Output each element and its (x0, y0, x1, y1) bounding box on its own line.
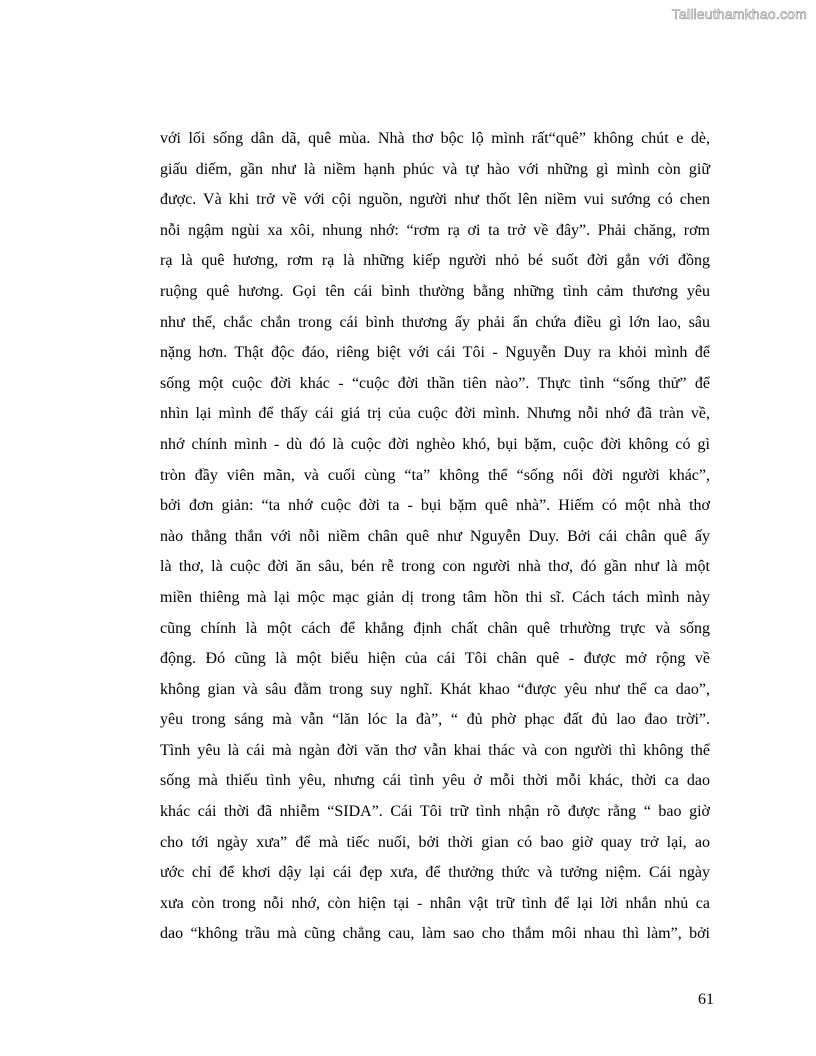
text-line: ruộng quê hương. Gọi tên cái bình thường bằng những tình cảm thương yêu (160, 282, 710, 300)
text-line: giấu diếm, gần như là niềm hạnh phúc và tự hào với những gì mình còn giữ (160, 160, 710, 178)
text-line: nào thẳng thắn với nỗi niềm chân quê như Nguyễn Duy. Bởi cái chân quê ấy (160, 527, 710, 545)
text-line: nhớ chính mình - dù đó là cuộc đời nghèo khó, bụi bặm, cuộc đời không có gì (160, 435, 710, 453)
text-line: động. Đó cũng là một biểu hiện của cái Tôi chân quê - được mở rộng về (160, 650, 710, 668)
text-line: nỗi ngậm ngùi xa xôi, nhung nhớ: “rơm rạ ơi ta trở về đây”. Phải chăng, rơm (160, 221, 710, 239)
text-line: với lối sống dân dã, quê mùa. Nhà thơ bộc lộ mình rất“quê” không chút e dè, (160, 130, 710, 147)
text-line: xưa còn trong nỗi nhớ, còn hiện tại - nhân vật trữ tình để lại lời nhắn nhủ ca (160, 894, 710, 912)
text-line: rạ là quê hương, rơm rạ là những kiếp người nhỏ bé suốt đời gắn với đồng (160, 252, 710, 270)
text-line: sống mà thiếu tình yêu, nhưng cái tình yêu ở mỗi thời mỗi khác, thời ca dao (160, 772, 710, 790)
watermark: Tailieuthamkhao.com (671, 6, 807, 22)
page-number: 61 (698, 991, 714, 1008)
text-line: cũng chính là một cách để khẳng định chất chân quê trhường trực và sống (160, 619, 710, 637)
text-line: không gian và sâu đằm trong suy nghĩ. Khát khao “được yêu như thể ca dao”, (160, 680, 710, 698)
text-line: nhìn lại mình để thấy cái giá trị của cuộc đời mình. Nhưng nỗi nhớ đã tràn về, (160, 405, 710, 423)
text-line: Tình yêu là cái mà ngàn đời văn thơ vẫn khai thác và con người thì không thể (160, 741, 710, 759)
text-line: yêu trong sáng mà vẫn “lăn lóc la đà”, “ đủ phờ phạc đất đủ lao đao trời”. (160, 711, 710, 729)
text-line: sống một cuộc đời khác - “cuộc đời thần tiên nào”. Thực tình “sống thử” để (160, 374, 710, 392)
text-line: tròn đầy viên mãn, và cuối cùng “ta” không thể “sống nổi đời người khác”, (160, 466, 710, 484)
text-line: dao “không trầu mà cũng chẳng cau, làm sao cho thắm môi nhau thì làm”, bởi (160, 925, 710, 943)
text-line: miền thiêng mà lại mộc mạc giản dị trong tâm hồn thi sĩ. Cách tách mình này (160, 588, 710, 606)
text-line: nặng hơn. Thật độc đáo, riêng biệt với cái Tôi - Nguyễn Duy ra khỏi mình để (160, 344, 710, 362)
text-line: như thế, chắc chắn trong cái bình thương ấy phải ẩn chứa điều gì lớn lao, sâu (160, 313, 710, 331)
text-line: là thơ, là cuộc đời ăn sâu, bén rễ trong con người nhà thơ, đó gần như là một (160, 558, 710, 576)
body-paragraph (160, 124, 710, 950)
text-line: ước chỉ để khơi dậy lại cái đẹp xưa, để thưởng thức và tưởng niệm. Cái ngày (160, 864, 710, 882)
text-line: cho tới ngày xưa” để mà tiếc nuối, bởi thời gian có bao giờ quay trở lại, ao (160, 833, 710, 851)
text-line: bởi đơn giản: “ta nhớ cuộc đời ta - bụi bặm quê nhà”. Hiếm có một nhà thơ (160, 497, 710, 515)
text-line: được. Và khi trở về với cội nguồn, người như thốt lên niềm vui sướng có chen (160, 191, 710, 209)
text-line: khác cái thời đã nhiễm “SIDA”. Cái Tôi trữ tình nhận rõ được rằng “ bao giờ (160, 803, 710, 821)
